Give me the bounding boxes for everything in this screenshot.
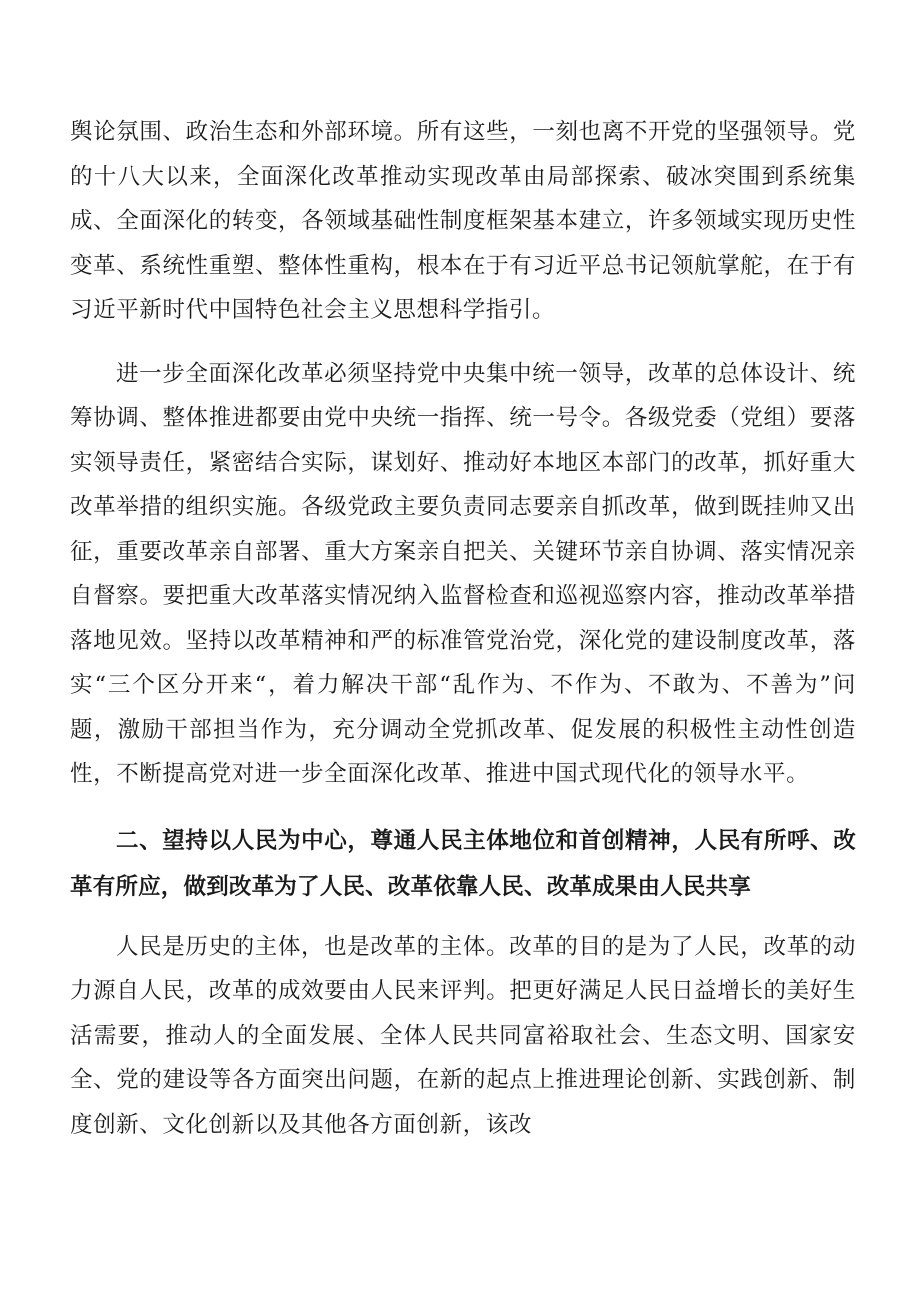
paragraph-party-leadership: 进一步全面深化改革必须坚持党中央集中统一领导，改革的总体设计、统筹协调、整体推进都要由党中央统一指挥、统一号令。各级党委（党组）要落实领导责任，紧密结合实际，谋划好、推动好本地区本部门的改革，抓好重大改革举措的组织实施。各级党政主要负责同志要亲自抓改革，做到既挂帅又出征，重要改革亲自部署、重大方案亲自把关、关键环节亲自协调、落实情况亲自督察。要把重大改革落实情况纳入监督检查和巡视巡察内容，推动改革举措落地见效。坚持以改革精神和严的标准管党治党，深化党的建设制度改革，落实“三个区分开来“，着力解决干部“乱作为、不作为、不敢为、不善为”问题，激励干部担当作为，充分调动全党抓改革、促发展的积极性主动性创造性，不断提高党对进一步全面深化改革、推进中国式现代化的领导水平。 bbox=[70, 360, 856, 787]
paragraph-continuation: 舆论氛围、政治生态和外部环境。所有这些，一刻也离不开党的坚强领导。党的十八大以来，全面深化改革推动实现改革由局部探索、破冰突围到系统集成、全面深化的转变，各领域基础性制度框架基本建立，许多领域实现历史性变革、系统性重塑、整体性重构，根本在于有习近平总书记领航掌舵，在于有习近平新时代中国特色社会主义思想科学指引。 bbox=[70, 119, 856, 323]
paragraph-people-centered: 人民是历史的主体，也是改革的主体。改革的目的是为了人民，改革的动力源自人民，改革的成效要由人民来评判。把更好满足人民日益增长的美好生活需要，推动人的全面发展、全体人民共同富裕取社会、生态文明、国家安全、党的建设等各方面突出问题，在新的起点上推进理论创新、实践创新、制度创新、文化创新以及其他各方面创新，该改 bbox=[70, 933, 856, 1138]
section-heading-2: 二、望持以人民为中心，尊通人民主体地位和首创精神，人民有所呼、改革有所应，做到改革为了人民、改革依靠人民、改革成果由人民共享 bbox=[70, 827, 856, 900]
document-page bbox=[70, 110, 856, 1147]
